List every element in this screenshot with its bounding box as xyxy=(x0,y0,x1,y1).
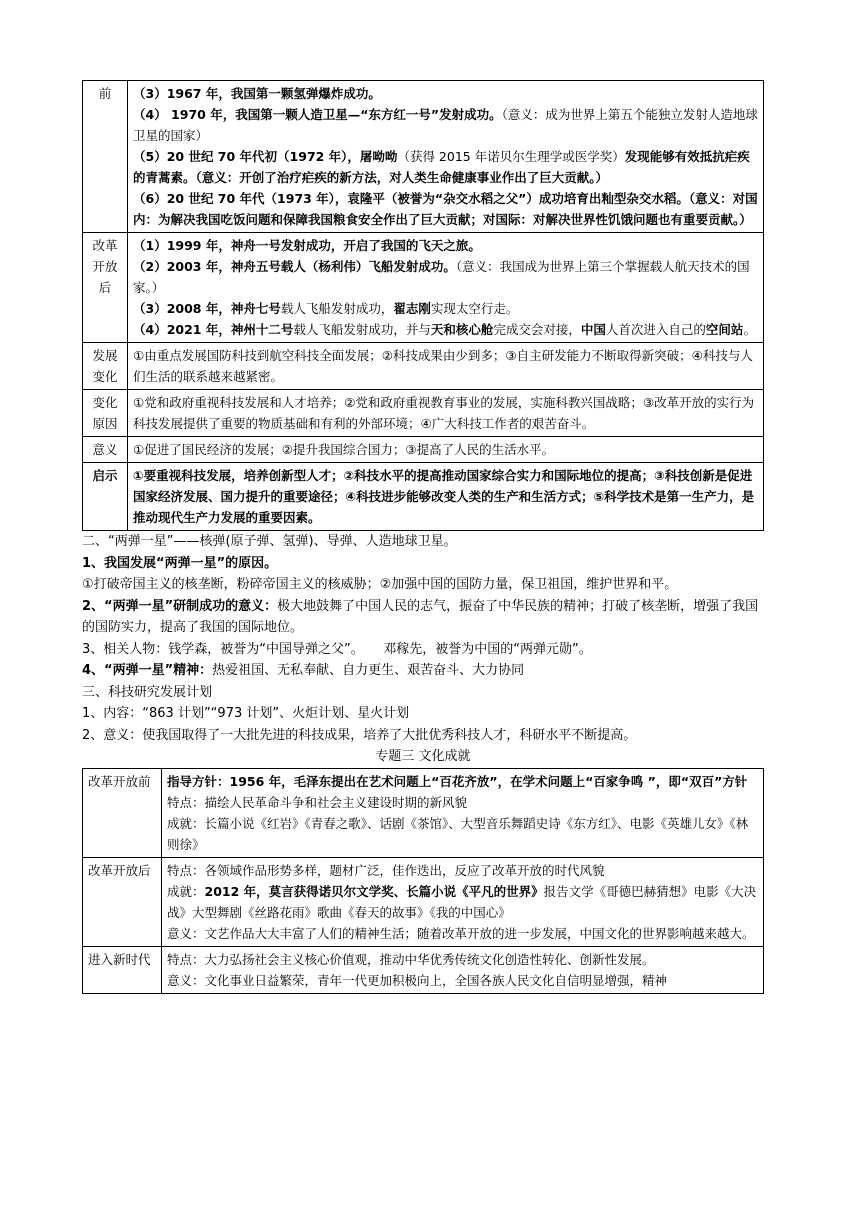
table-row xyxy=(83,858,764,947)
line: 特点：大力弘扬社会主义核心价值观，推动中华优秀传统文化创造性转化、创新性发展。 xyxy=(167,952,655,967)
bold-text: 空间站 xyxy=(705,322,744,337)
line: 成就：长篇小说《红岩》《青春之歌》、话剧《茶馆》、大型音乐舞蹈史诗《东方红》、电影《英雄儿女》《林则徐》 xyxy=(167,816,749,852)
topic-title: 专题三 文化成就 xyxy=(375,749,471,764)
row-label: 改革开放后 xyxy=(83,858,162,947)
line: 意义：文化事业日益繁荣，青年一代更加积极向上，全国各族人民文化自信明显增强，精神 xyxy=(167,973,668,988)
plain-text: 载人飞船发射成功， xyxy=(280,301,394,316)
question xyxy=(82,596,764,639)
page xyxy=(82,80,764,994)
row-content xyxy=(162,947,764,994)
row-label: 前 xyxy=(83,81,128,233)
line xyxy=(133,298,758,319)
plain-text: 报告文学《哥德巴赫猜想》电影《大决战》大型舞剧《丝路花雨》歌曲《春天的故事》《我的中国心》 xyxy=(167,884,757,920)
line: 特点：描绘人民革命斗争和社会主义建设时期的新风貌 xyxy=(167,795,468,810)
row-content: ①党和政府重视科技发展和人才培养；②党和政府重视教育事业的发展，实施科教兴国战略；③改革开放的实行为科技发展提供了重要的物质基础和有利的外部环境；④广大科技工作者的艰苦奋斗。 xyxy=(128,390,764,437)
row-label: 变化原因 xyxy=(83,390,128,437)
line: 指导方针：1956 年，毛泽东提出在艺术问题上“百花齐放”，在学术问题上“百家争鸣 ”，即“双百”方针 xyxy=(167,774,748,789)
bold-text: 2012 年，莫言获得诺贝尔文学奖、长篇小说《平凡的世界》 xyxy=(204,884,544,899)
line xyxy=(133,146,758,188)
bold-text: 中国 xyxy=(580,322,606,337)
line xyxy=(133,319,758,340)
table-row xyxy=(83,390,764,437)
answer: ①打破帝国主义的核垄断，粉碎帝国主义的核威胁；②加强中国的国防力量，保卫祖国，维护世界和平。 xyxy=(82,577,678,592)
line xyxy=(133,256,758,298)
row-label: 改革开放前 xyxy=(83,769,162,858)
plain-text: （意义：我国成为世界上第三个掌握载人航天技术的国家。） xyxy=(133,259,750,295)
line: （3）1967 年，我国第一颗氢弹爆炸成功。 xyxy=(133,86,381,101)
table-row xyxy=(83,769,764,858)
table-row xyxy=(83,947,764,994)
line: （1）1999 年，神舟一号发射成功，开启了我国的飞天之旅。 xyxy=(133,238,481,253)
question xyxy=(82,660,764,682)
row-label: 启示 xyxy=(83,463,128,531)
bold-text: （5）20 世纪 70 年代初（1972 年），屠呦呦 xyxy=(133,149,398,164)
row-content xyxy=(128,233,764,343)
row-label: 发展变化 xyxy=(83,343,128,390)
bold-text: （2）2003 年，神舟五号载人（杨利伟）飞船发射成功。 xyxy=(133,259,456,274)
row-content xyxy=(162,769,764,858)
section-heading: 二、“两弹一星”——核弹(原子弹、氢弹)、导弹、人造地球卫星。 xyxy=(82,534,457,549)
bold-text: 天和核心舱 xyxy=(430,322,494,337)
line: 特点：各领域作品形势多样，题材广泛，佳作迭出，反应了改革开放的时代风貌 xyxy=(167,863,605,878)
table-row xyxy=(83,81,764,233)
bold-text: 发现能够有效抵抗疟疾的青蒿素。（意义：开创了治疗疟疾的新方法，对人类生命健康事业作出了巨大贡献。） xyxy=(133,149,750,185)
plain-text: （意义：成为世界上第五个能独立发射人造地球卫星的国家） xyxy=(133,107,758,143)
line xyxy=(167,881,758,923)
culture-table xyxy=(82,768,764,994)
bold-text: 翟志刚 xyxy=(393,301,431,316)
plain-text: （获得 2015 年诺贝尔生理学或医学奖） xyxy=(397,149,625,164)
question: 3、相关人物：钱学森，被誉为“中国导弹之父”。 邓稼先，被誉为中国的“两弹元勋”。 xyxy=(82,641,592,657)
plain-text: 载人飞船发射成功，并与 xyxy=(293,322,431,337)
bold-text: （4） 1970 年，我国第一颗人造卫星—“东方红一号”发射成功。 xyxy=(133,107,502,122)
row-label: 改革开放后 xyxy=(83,233,128,343)
plain-text: 极大地鼓舞了中国人民的志气，振奋了中华民族的精神；打破了核垄断，增强了我国的国防实力，提高了我国的国际地位。 xyxy=(82,598,759,635)
row-content: ①由重点发展国防科技到航空科技全面发展；②科技成果由少到多；③自主研发能力不断取得新突破；④科技与人们生活的联系越来越紧密。 xyxy=(128,343,764,390)
table-row xyxy=(83,233,764,343)
plain-text: 热爱祖国、无私奉献、自力更生、艰苦奋斗、大力协同 xyxy=(212,663,525,678)
table-row xyxy=(83,463,764,531)
plain-text: 完成交会对接， xyxy=(493,322,581,337)
plain-text: 人首次进入自己的 xyxy=(605,322,706,337)
question: 1、我国发展“两弹一星”的原因。 xyxy=(82,555,278,571)
line xyxy=(133,104,758,146)
list-item: 2、意义：使我国取得了一大批先进的科技成果，培养了大批优秀科技人才，科研水平不断提高。 xyxy=(82,727,637,743)
bold-text: 4、“两弹一星”精神： xyxy=(82,663,213,678)
table-row xyxy=(83,343,764,390)
row-label: 意义 xyxy=(83,437,128,463)
plain-text: 实现太空行走。 xyxy=(430,301,519,316)
row-content xyxy=(128,81,764,233)
bold-text: （3）2008 年，神舟七号 xyxy=(133,301,281,316)
row-content: ①促进了国民经济的发展；②提升我国综合国力；③提高了人民的生活水平。 xyxy=(128,437,764,463)
row-content xyxy=(162,858,764,947)
line: 意义：文艺作品大大丰富了人们的精神生活；随着改革开放的进一步发展，中国文化的世界影响越来越大。 xyxy=(167,926,755,941)
plain-text: 。 xyxy=(743,322,756,337)
section-heading: 三、科技研究发展计划 xyxy=(82,684,213,700)
bold-text: 2、“两弹一星”研制成功的意义： xyxy=(82,598,278,614)
list-item: 1、内容：“863 计划”“973 计划”、火炬计划、星火计划 xyxy=(82,706,410,721)
bold-text: （4）2021 年，神州十二号 xyxy=(133,322,294,337)
row-label: 进入新时代 xyxy=(83,947,162,994)
row-content: ①要重视科技发展，培养创新型人才；②科技水平的提高推动国家综合实力和国际地位的提高；③科技创新是促进国家经济发展、国力提升的重要途径；④科技进步能够改变人类的生产和生活方式；⑤科学技术是第一生产力，是推动现代生产力发展的重要因素。 xyxy=(128,463,764,531)
line: （6）20 世纪 70 年代（1973 年），袁隆平（被誉为“杂交水稻之父”）成功培育出籼型杂交水稻。（意义：对国内：为解决我国吃饭问题和保障我国粮食安全作出了巨大贡献；对国际：对解决世界性饥饿问题也有重要贡献。） xyxy=(133,191,758,227)
science-table xyxy=(82,80,764,531)
table-row xyxy=(83,437,764,463)
plain-text: 成就： xyxy=(167,884,205,899)
